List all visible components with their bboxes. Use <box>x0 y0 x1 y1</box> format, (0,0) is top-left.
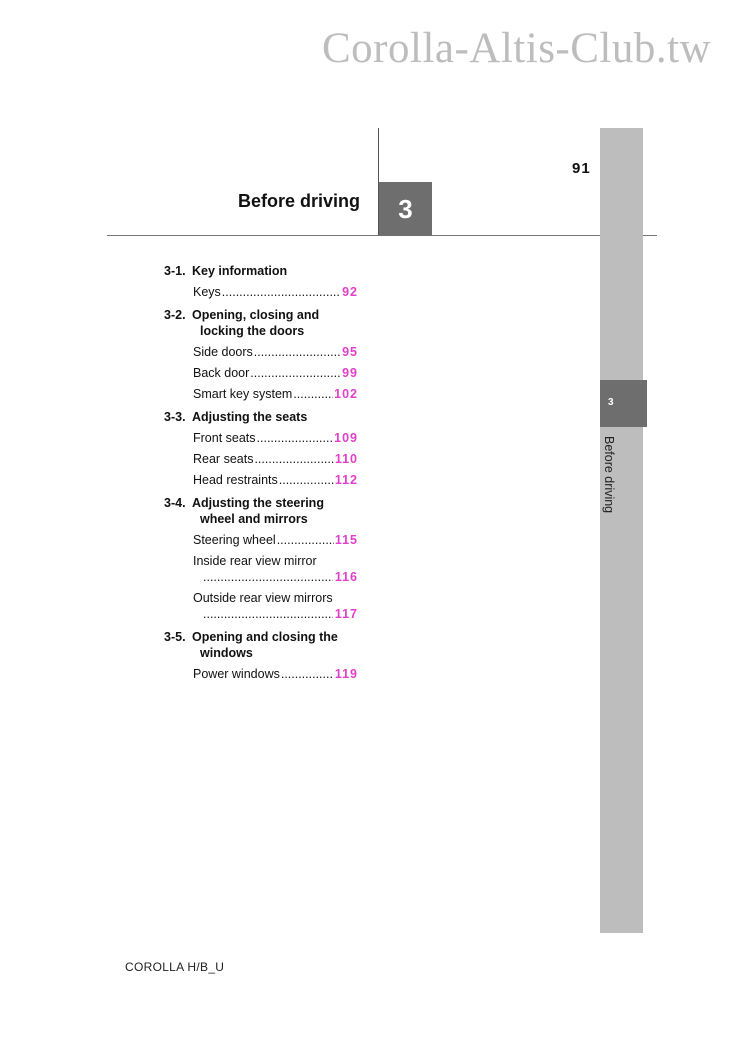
entry-label: Smart key system <box>193 387 293 401</box>
section-title: Key information <box>192 264 288 278</box>
entry-page[interactable]: 99 <box>342 366 358 380</box>
dot-leader <box>293 386 333 402</box>
dot-leader <box>222 284 341 300</box>
entry-label: Front seats <box>193 431 256 445</box>
section-title <box>192 307 358 339</box>
section-title-line2: locking the doors <box>200 324 305 338</box>
section-title-line1: Opening and closing the <box>192 630 338 644</box>
section-number: 3-4. <box>164 496 186 510</box>
dot-leader <box>203 606 333 622</box>
dot-leader <box>254 451 333 467</box>
entry-label: Outside rear view mirrors <box>193 591 333 605</box>
entry-label: Inside rear view mirror <box>193 554 317 568</box>
chapter-number-box <box>379 182 432 236</box>
section-title-line1: Opening, closing and <box>192 308 320 322</box>
entry-label: Steering wheel <box>193 533 276 547</box>
toc-entry[interactable] <box>193 532 358 548</box>
toc-section <box>164 307 358 339</box>
entry-page[interactable]: 119 <box>334 667 358 681</box>
page-number: 91 <box>572 160 591 177</box>
entry-page[interactable]: 102 <box>334 387 358 401</box>
table-of-contents <box>164 263 358 682</box>
chapter-title: Before driving <box>237 191 360 211</box>
side-index-bar <box>600 128 643 933</box>
section-title <box>192 495 358 527</box>
toc-entry[interactable] <box>193 365 358 381</box>
dot-leader <box>250 365 341 381</box>
dot-leader <box>281 666 334 682</box>
section-title: Adjusting the seats <box>192 410 308 424</box>
toc-section <box>164 409 358 425</box>
section-title-line2: windows <box>200 646 253 660</box>
toc-section <box>164 263 358 279</box>
toc-entry[interactable] <box>193 344 358 360</box>
toc-entry[interactable] <box>193 430 358 446</box>
dot-leader <box>254 344 341 360</box>
section-title <box>192 629 358 661</box>
dot-leader <box>279 472 334 488</box>
toc-entry[interactable] <box>193 284 358 300</box>
entry-label: Power windows <box>193 667 280 681</box>
dot-leader <box>277 532 334 548</box>
toc-entry[interactable] <box>193 386 358 402</box>
footer-model: COROLLA H/B_U <box>125 960 225 974</box>
toc-entry[interactable] <box>193 553 358 585</box>
section-number: 3-5. <box>164 630 186 644</box>
dot-leader <box>257 430 334 446</box>
chapter-number: 3 <box>398 193 413 224</box>
dot-leader <box>203 569 333 585</box>
entry-label: Keys <box>193 285 221 299</box>
entry-page[interactable]: 110 <box>334 452 358 466</box>
toc-entry[interactable] <box>193 472 358 488</box>
entry-label: Side doors <box>193 345 253 359</box>
section-number: 3-2. <box>164 308 186 322</box>
entry-page[interactable]: 109 <box>334 431 358 445</box>
entry-page[interactable]: 112 <box>334 473 358 487</box>
entry-label: Back door <box>193 366 250 380</box>
entry-page[interactable]: 92 <box>342 285 358 299</box>
section-number: 3-3. <box>164 410 186 424</box>
section-number: 3-1. <box>164 264 186 278</box>
entry-label: Rear seats <box>193 452 254 466</box>
entry-label: Head restraints <box>193 473 278 487</box>
side-chapter-tab[interactable] <box>600 380 647 427</box>
toc-section <box>164 629 358 661</box>
entry-page[interactable]: 117 <box>334 607 358 621</box>
section-title-line2: wheel and mirrors <box>200 512 308 526</box>
toc-entry[interactable] <box>193 451 358 467</box>
entry-page[interactable]: 115 <box>334 533 358 547</box>
toc-entry[interactable] <box>193 666 358 682</box>
side-tab-number: 3 <box>608 397 614 408</box>
section-title-line1: Adjusting the steering <box>192 496 324 510</box>
entry-page[interactable]: 116 <box>334 570 358 584</box>
entry-page[interactable]: 95 <box>342 345 358 359</box>
watermark: Corolla-Altis-Club.tw <box>322 25 712 72</box>
toc-section <box>164 495 358 527</box>
side-tab-label: Before driving <box>602 436 616 514</box>
toc-entry[interactable] <box>193 590 358 622</box>
